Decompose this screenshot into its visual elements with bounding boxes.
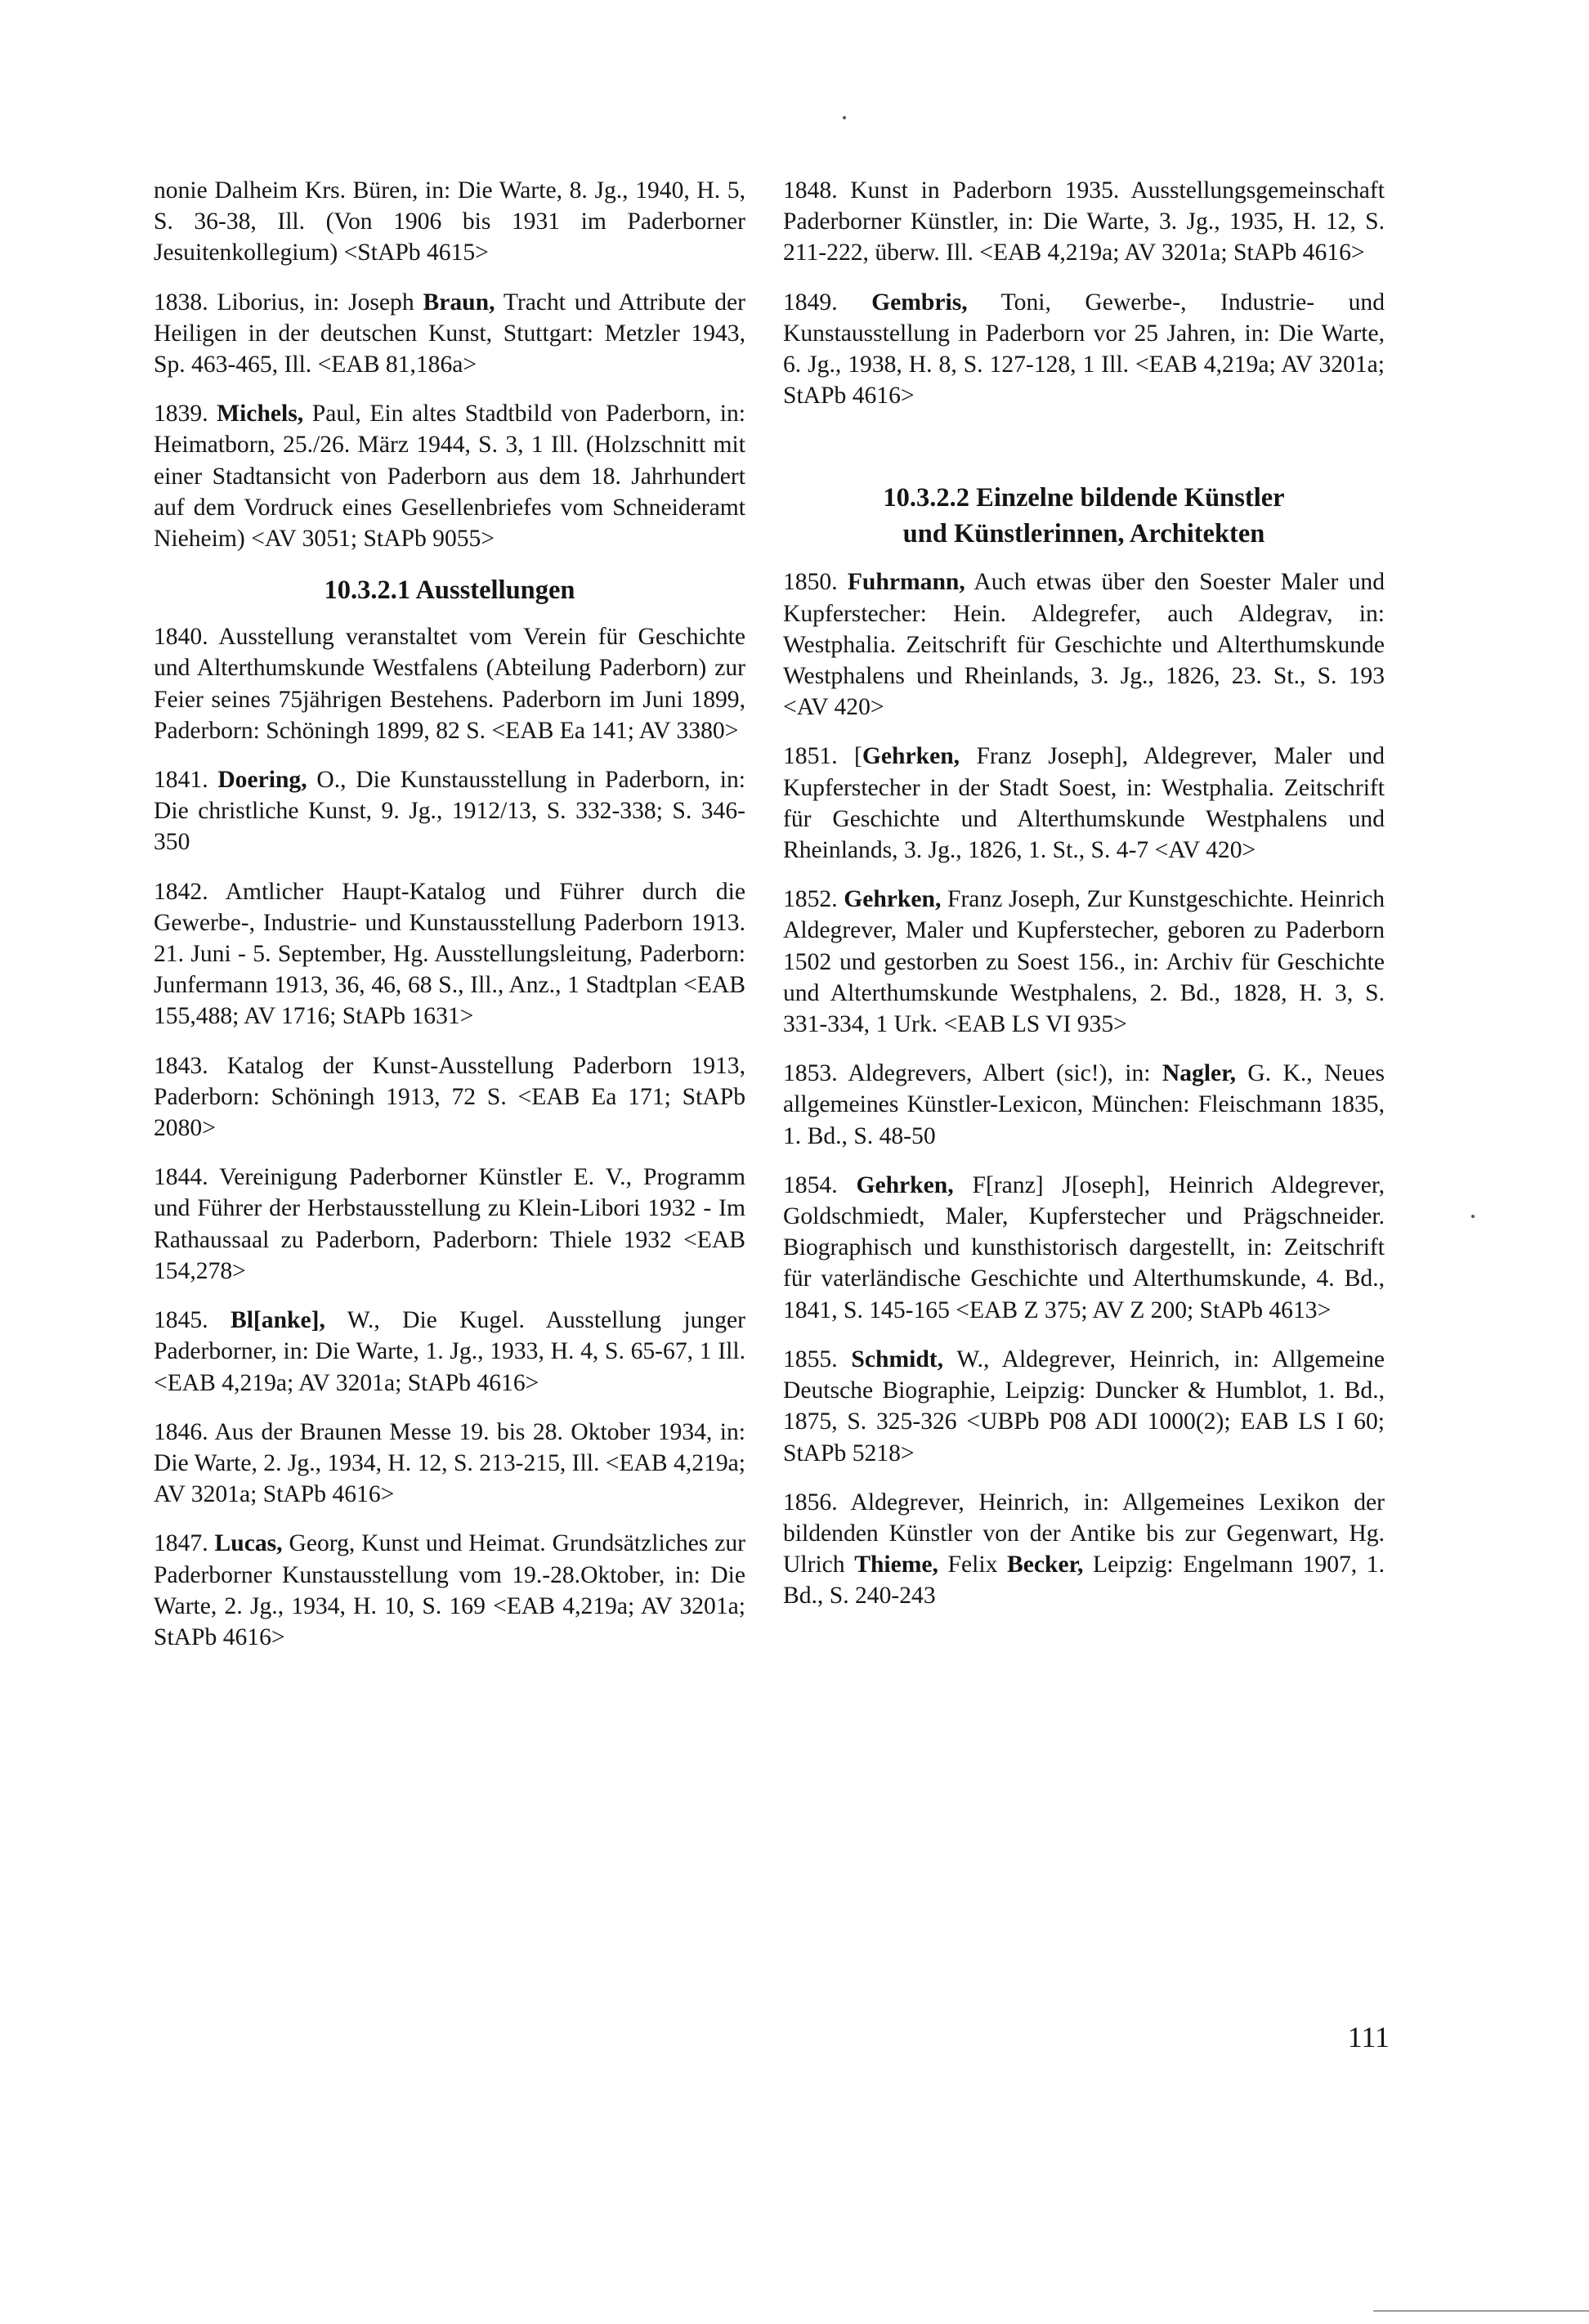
bibliography-entry: 1847. Lucas, Georg, Kunst und Heimat. Grundsätzliches zur Paderborner Kunstausstellung vom 19.-28.Oktober, in: Die Warte, 2. Jg., 1934, H. 10, S. 169 <EAB 4,219a; AV 3201a; StAPb 4616> xyxy=(154,1530,745,1650)
bibliography-entry: 1845. Bl[anke], W., Die Kugel. Ausstellung junger Paderborner, in: Die Warte, 1. Jg., 1933, H. 4, S. 65-67, 1 Ill. <EAB 4,219a; AV 3201a; StAPb 4616> xyxy=(154,1307,745,1396)
right-column xyxy=(783,175,1385,1630)
bibliography-entry: 1852. Gehrken, Franz Joseph, Zur Kunstgeschichte. Heinrich Aldegrever, Maler und Kupferstecher, geboren zu Paderborn 1502 und gestorben zu Soest 156., in: Archiv für Geschichte und Alterthumskunde Westphalens, 2. Bd., 1828, H. 3, S. 331-334, 1 Urk. <EAB LS VI 935> xyxy=(783,886,1385,1038)
scan-speck xyxy=(1471,1215,1475,1218)
bibliography-entry: 1843. Katalog der Kunst-Ausstellung Paderborn 1913, Paderborn: Schöningh 1913, 72 S. <EAB Ea 171; StAPb 2080> xyxy=(154,1052,745,1142)
page-number: 111 xyxy=(1347,2021,1390,2053)
bibliography-entry: 1853. Aldegrevers, Albert (sic!), in: Nagler, G. K., Neues allgemeines Künstler-Lexicon, München: Fleischmann 1835, 1. Bd., S. 48-50 xyxy=(783,1060,1385,1149)
section-heading: 10.3.2.2 Einzelne bildende Künstler und Künstlerinnen, Architekten xyxy=(883,483,1285,549)
bibliography-entry: 1839. Michels, Paul, Ein altes Stadtbild von Paderborn, in: Heimatborn, 25./26. März 1944, S. 3, 1 Ill. (Holzschnitt mit einer Stadtansicht von Paderborn aus dem 18. Jahrhundert auf dem Vordruck eines Gesellenbriefes vom Schneideramt Nieheim) <AV 3051; StAPb 9055> xyxy=(154,401,745,553)
bibliography-entry: 1848. Kunst in Paderborn 1935. Ausstellungsgemeinschaft Paderborner Künstler, in: Die Warte, 3. Jg., 1935, H. 12, S. 211-222, überw. Ill. <EAB 4,219a; AV 3201a; StAPb 4616> xyxy=(783,177,1385,266)
bibliography-entry: 1849. Gembris, Toni, Gewerbe-, Industrie- und Kunstausstellung in Paderborn vor 25 Jahren, in: Die Warte, 6. Jg., 1938, H. 8, S. 127-128, 1 Ill. <EAB 4,219a; AV 3201a; StAPb 4616> xyxy=(783,289,1385,410)
bibliography-entry: 1842. Amtlicher Haupt-Katalog und Führer durch die Gewerbe-, Industrie- und Kunstausstellung Paderborn 1913. 21. Juni - 5. September, Hg. Ausstellungsleitung, Paderborn: Junfermann 1913, 36, 46, 68 S., Ill., Anz., 1 Stadtplan <EAB 155,488; AV 1716; StAPb 1631> xyxy=(154,878,745,1030)
bibliography-entry: 1846. Aus der Braunen Messe 19. bis 28. Oktober 1934, in: Die Warte, 2. Jg., 1934, H. 12, S. 213-215, Ill. <EAB 4,219a; AV 3201a; StAPb 4616> xyxy=(154,1418,745,1508)
left-column xyxy=(154,175,745,1671)
bibliography-entry: nonie Dalheim Krs. Büren, in: Die Warte, 8. Jg., 1940, H. 5, S. 36-38, Ill. (Von 1906 bis 1931 im Paderborner Jesuitenkollegium) <StAPb 4615> xyxy=(154,177,745,266)
bottom-edge-rule xyxy=(1373,2310,1589,2312)
bibliography-entry: 1850. Fuhrmann, Auch etwas über den Soester Maler und Kupferstecher: Hein. Aldegrefer, auch Aldegrav, in: Westphalia. Zeitschrift für Geschichte und Alterthumskunde Westphalens und Rheinlands, 3. Jg., 1826, 23. St., S. 193 <AV 420> xyxy=(783,569,1385,721)
bibliography-entry: 1841. Doering, O., Die Kunstausstellung in Paderborn, in: Die christliche Kunst, 9. Jg., 1912/13, S. 332-338; S. 346-350 xyxy=(154,767,746,856)
bibliography-entry: 1838. Liborius, in: Joseph Braun, Tracht und Attribute der Heiligen in der deutschen Kunst, Stuttgart: Metzler 1943, Sp. 463-465, Ill. <EAB 81,186a> xyxy=(154,289,745,378)
bibliography-entry: 1855. Schmidt, W., Aldegrever, Heinrich, in: Allgemeine Deutsche Biographie, Leipzig: Duncker & Humblot, 1. Bd., 1875, S. 325-326 <UBPb P08 ADI 1000(2); EAB LS I 60; StAPb 5218> xyxy=(783,1346,1385,1466)
bibliography-entry: 1856. Aldegrever, Heinrich, in: Allgemeines Lexikon der bildenden Künstler von der Antike bis zur Gegenwart, Hg. Ulrich Thieme, Felix Becker, Leipzig: Engelmann 1907, 1. Bd., S. 240-243 xyxy=(783,1489,1385,1610)
bibliography-entry: 1851. [Gehrken, Franz Joseph], Aldegrever, Maler und Kupferstecher in der Stadt Soest, in: Westphalia. Zeitschrift für Geschichte und Alterthumskunde Westphalens und Rheinlands, 3. Jg., 1826, 1. St., S. 4-7 <AV 420> xyxy=(783,743,1385,864)
section-heading: 10.3.2.1 Ausstellungen xyxy=(324,575,575,606)
scan-speck xyxy=(843,116,846,119)
bibliography-entry: 1840. Ausstellung veranstaltet vom Verein für Geschichte und Alterthumskunde Westfalens (Abteilung Paderborn) zur Feier seines 75jährigen Bestehens. Paderborn im Juni 1899, Paderborn: Schöningh 1899, 82 S. <EAB Ea 141; AV 3380> xyxy=(154,624,745,744)
bibliography-entry: 1844. Vereinigung Paderborner Künstler E. V., Programm und Führer der Herbstausstellung zu Klein-Libori 1932 - Im Rathaussaal zu Paderborn, Paderborn: Thiele 1932 <EAB 154,278> xyxy=(154,1164,745,1284)
bibliography-entry: 1854. Gehrken, F[ranz] J[oseph], Heinrich Aldegrever, Goldschmiedt, Maler, Kupferstecher und Prägschneider. Biographisch und kunsthistorisch dargestellt, in: Zeitschrift für vaterländische Geschichte und Alterthumskunde, 4. Bd., 1841, S. 145-165 <EAB Z 375; AV Z 200; StAPb 4613> xyxy=(783,1171,1385,1323)
